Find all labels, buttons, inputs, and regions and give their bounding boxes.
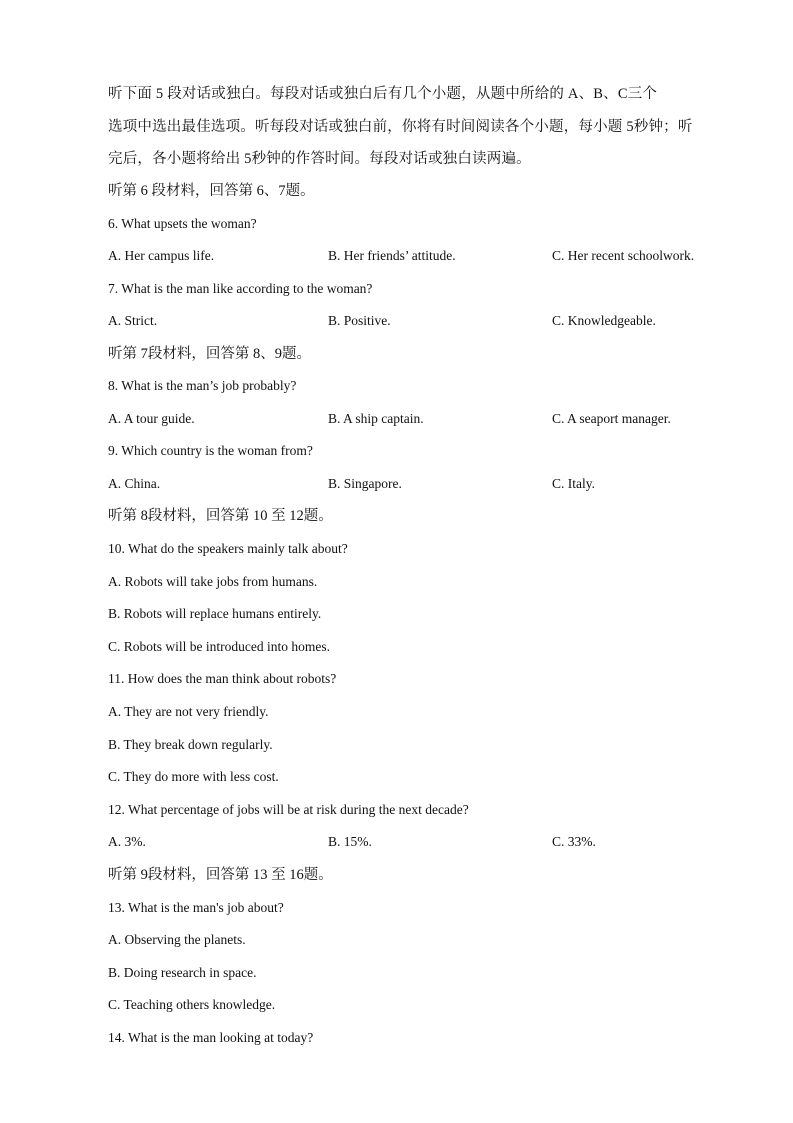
question-10-option-c: C. Robots will be introduced into homes. <box>108 639 330 654</box>
section-heading-9: 听第 9段材料，回答第 13 至 16题。 <box>108 867 333 883</box>
instructions-line-3: 完后，各小题将给出 5秒钟的作答时间。每段对话或独白读两遍。 <box>108 151 531 167</box>
question-12-option-b: B. 15%. <box>328 834 372 849</box>
question-7-option-b: B. Positive. <box>328 313 391 328</box>
section-heading-6: 听第 6 段材料，回答第 6、7题。 <box>108 183 315 199</box>
question-12-option-c: C. 33%. <box>552 834 596 849</box>
question-14-stem: 14. What is the man looking at today? <box>108 1030 314 1045</box>
question-8-stem: 8. What is the man’s job probably? <box>108 378 297 393</box>
instructions-line-2: 选项中选出最佳选项。听每段对话或独白前，你将有时间阅读各个小题，每小题 5秒钟；听 <box>108 119 693 135</box>
question-7-stem: 7. What is the man like according to the woman? <box>108 281 373 296</box>
question-10-option-a: A. Robots will take jobs from humans. <box>108 574 318 589</box>
question-11-stem: 11. How does the man think about robots? <box>108 671 337 686</box>
question-7-option-a: A. Strict. <box>108 313 158 328</box>
question-6-option-c: C. Her recent schoolwork. <box>552 248 695 263</box>
question-11-option-c: C. They do more with less cost. <box>108 769 279 784</box>
question-12-stem: 12. What percentage of jobs will be at risk during the next decade? <box>108 802 469 817</box>
question-9-stem: 9. Which country is the woman from? <box>108 443 313 458</box>
question-8-option-a: A. A tour guide. <box>108 411 195 426</box>
question-8-option-c: C. A seaport manager. <box>552 411 671 426</box>
section-heading-8: 听第 8段材料，回答第 10 至 12题。 <box>108 508 333 524</box>
question-10-option-b: B. Robots will replace humans entirely. <box>108 606 322 621</box>
instructions-line-1: 听下面 5 段对话或独白。每段对话或独白后有几个小题，从题中所给的 A、B、C三个 <box>108 86 658 102</box>
question-13-option-c: C. Teaching others knowledge. <box>108 997 276 1012</box>
question-9-option-a: A. China. <box>108 476 161 491</box>
question-10-stem: 10. What do the speakers mainly talk about? <box>108 541 348 556</box>
question-13-stem: 13. What is the man's job about? <box>108 900 284 915</box>
question-13-option-a: A. Observing the planets. <box>108 932 246 947</box>
question-13-option-b: B. Doing research in space. <box>108 965 257 980</box>
question-6-option-a: A. Her campus life. <box>108 248 215 263</box>
question-8-option-b: B. A ship captain. <box>328 411 424 426</box>
question-11-option-a: A. They are not very friendly. <box>108 704 269 719</box>
question-12-option-a: A. 3%. <box>108 834 146 849</box>
question-6-option-b: B. Her friends’ attitude. <box>328 248 456 263</box>
question-9-option-c: C. Italy. <box>552 476 595 491</box>
question-11-option-b: B. They break down regularly. <box>108 737 273 752</box>
question-6-stem: 6. What upsets the woman? <box>108 216 257 231</box>
section-heading-7: 听第 7段材料，回答第 8、9题。 <box>108 346 311 362</box>
question-9-option-b: B. Singapore. <box>328 476 402 491</box>
question-7-option-c: C. Knowledgeable. <box>552 313 656 328</box>
